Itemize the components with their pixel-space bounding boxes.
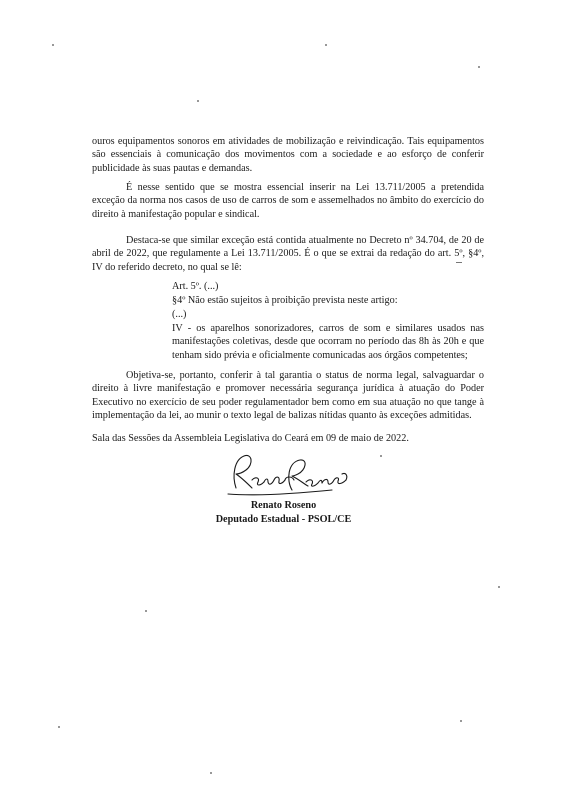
quote-item-iv: IV - os aparelhos sonorizadores, carros de som e similares usados nas manifestações coletivas, desde que ocorram no período das 8h às 20h e que tenham sido prévia e oficialmente comunicadas aos órgãos competentes; [172, 323, 484, 361]
scan-speck [52, 44, 54, 46]
paragraph-1: ouros equipamentos sonoros em atividades de mobilização e reivindicação. Tais equipamentos são essenciais à comunicação dos movimentos com a sociedade e ao esforço de conferir publicidade às suas pautas e demandas. [92, 136, 484, 174]
scan-speck [456, 262, 462, 263]
scan-speck [380, 455, 382, 457]
scan-speck [145, 610, 147, 612]
scan-speck [325, 44, 327, 46]
quote-article: Art. 5º. (...) [172, 281, 219, 292]
paragraph-4: Objetiva-se, portanto, conferir à tal garantia o status de norma legal, salvaguardar o direito à livre manifestação e promover necessária segurança jurídica à atuação do Poder Executivo no exercício de seu poder regulamentador bem como em sua atuação no que tange à implementação da lei, ao munir o texto legal de balizas nítidas quanto às exceções admitidas. [92, 370, 484, 421]
paragraph-2: É nesse sentido que se mostra essencial inserir na Lei 13.711/2005 a pretendida exceção da norma nos casos de uso de carros de som e assemelhados no âmbito do exercício do direito à manifestação popular e sindical. [92, 182, 484, 220]
quote-ellipsis: (...) [172, 309, 187, 320]
handwritten-signature [222, 450, 352, 500]
scan-speck [498, 586, 500, 588]
paragraph-3: Destaca-se que similar exceção está contida atualmente no Decreto nº 34.704, de 20 de abril de 2022, que regulamente a Lei 13.711/2005. É o que se extrai da redação do art. 5º, §4º, IV do referido decreto, no qual se lê: [92, 235, 484, 273]
scan-speck [460, 720, 462, 722]
scan-speck [478, 66, 480, 68]
signatory-role: Deputado Estadual - PSOL/CE [215, 514, 352, 525]
quote-paragraph-4: §4º Não estão sujeitos à proibição prevista neste artigo: [172, 295, 398, 306]
signatory-name: Renato Roseno [250, 500, 317, 511]
scan-speck [197, 100, 199, 102]
scan-speck [58, 726, 60, 728]
closing-line: Sala das Sessões da Assembleia Legislativa do Ceará em 09 de maio de 2022. [92, 433, 409, 444]
scan-speck [210, 772, 212, 774]
